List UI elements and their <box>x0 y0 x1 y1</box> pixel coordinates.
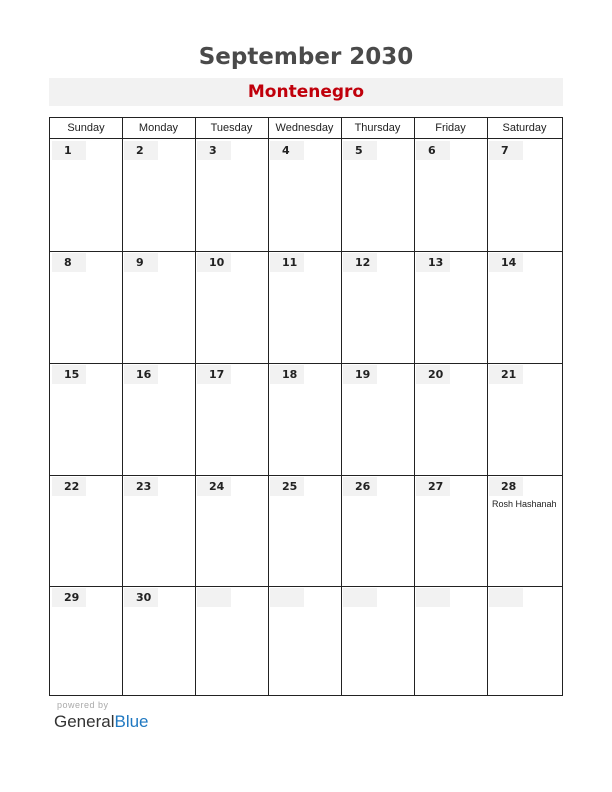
day-number: 13 <box>428 256 444 269</box>
day-number: 25 <box>282 480 298 493</box>
day-number: 10 <box>209 256 225 269</box>
powered-by-label: powered by <box>57 700 109 710</box>
day-number: 7 <box>501 144 509 157</box>
day-cell[interactable] <box>341 586 414 696</box>
day-number-box <box>489 477 523 496</box>
day-number-box <box>416 477 450 496</box>
day-cell[interactable] <box>122 139 195 251</box>
day-cell[interactable] <box>122 363 195 475</box>
day-number: 22 <box>64 480 80 493</box>
day-number-box <box>489 253 523 272</box>
weekday-saturday: Saturday <box>502 122 547 134</box>
day-number: 6 <box>428 144 436 157</box>
day-number: 1 <box>64 144 72 157</box>
day-cell[interactable] <box>268 363 341 475</box>
day-cell[interactable] <box>195 251 268 363</box>
day-number-box <box>124 588 158 607</box>
day-cell[interactable] <box>50 251 122 363</box>
day-number: 26 <box>355 480 371 493</box>
day-number-box <box>416 588 450 607</box>
calendar-grid <box>49 117 563 696</box>
day-cell[interactable] <box>195 586 268 696</box>
day-cell[interactable] <box>414 251 487 363</box>
day-number-box <box>343 365 377 384</box>
day-cell[interactable] <box>341 139 414 251</box>
weekday-monday: Monday <box>138 122 179 134</box>
day-number-box <box>270 141 304 160</box>
day-number-box <box>197 141 231 160</box>
weekday-header-row <box>50 118 562 139</box>
day-number-box <box>489 365 523 384</box>
day-cell[interactable] <box>195 475 268 586</box>
day-number: 27 <box>428 480 444 493</box>
day-cell[interactable] <box>414 475 487 586</box>
day-cell[interactable] <box>268 251 341 363</box>
day-cell[interactable] <box>195 363 268 475</box>
brand-blue: Blue <box>114 712 149 731</box>
day-number: 8 <box>64 256 72 269</box>
day-number-box <box>52 588 86 607</box>
day-cell[interactable] <box>122 251 195 363</box>
day-number: 3 <box>209 144 217 157</box>
day-number-box <box>124 141 158 160</box>
page-title: September 2030 <box>198 44 414 70</box>
day-cell[interactable] <box>487 251 562 363</box>
day-number-box <box>489 141 523 160</box>
day-number: 4 <box>282 144 290 157</box>
day-cell[interactable] <box>122 586 195 696</box>
day-number: 29 <box>64 591 80 604</box>
holiday-event: Rosh Hashanah <box>492 499 557 509</box>
day-number: 15 <box>64 368 80 381</box>
day-cell[interactable] <box>50 475 122 586</box>
weekday-tuesday: Tuesday <box>210 122 253 134</box>
day-number-box <box>197 477 231 496</box>
day-cell[interactable] <box>341 251 414 363</box>
day-number-box <box>489 588 523 607</box>
day-cell[interactable] <box>487 475 562 586</box>
day-number: 5 <box>355 144 363 157</box>
day-number-box <box>197 253 231 272</box>
day-cell[interactable] <box>341 475 414 586</box>
brand-general: General <box>54 712 115 731</box>
day-cell[interactable] <box>487 586 562 696</box>
day-number-box <box>124 253 158 272</box>
day-cell[interactable] <box>414 586 487 696</box>
weekday-friday: Friday <box>435 122 466 134</box>
day-number-box <box>343 477 377 496</box>
day-number-box <box>270 253 304 272</box>
day-cell[interactable] <box>50 363 122 475</box>
day-cell[interactable] <box>487 139 562 251</box>
weekday-wednesday: Wednesday <box>275 122 334 134</box>
day-number-box <box>270 588 304 607</box>
day-cell[interactable] <box>50 586 122 696</box>
day-number-box <box>52 253 86 272</box>
day-number-box <box>124 365 158 384</box>
day-number: 9 <box>136 256 144 269</box>
day-number: 19 <box>355 368 371 381</box>
day-number-box <box>343 141 377 160</box>
day-number: 11 <box>282 256 298 269</box>
day-number: 23 <box>136 480 152 493</box>
day-number: 14 <box>501 256 517 269</box>
brand-logo[interactable] <box>54 712 149 732</box>
day-number: 21 <box>501 368 517 381</box>
day-number-box <box>270 477 304 496</box>
weekday-sunday: Sunday <box>67 122 105 134</box>
country-name: Montenegro <box>247 82 365 102</box>
day-number-box <box>52 141 86 160</box>
weekday-thursday: Thursday <box>354 122 401 134</box>
day-number-box <box>416 141 450 160</box>
day-number-box <box>124 477 158 496</box>
day-number-box <box>52 477 86 496</box>
day-number-box <box>343 253 377 272</box>
day-number: 2 <box>136 144 144 157</box>
day-number: 24 <box>209 480 225 493</box>
day-cell[interactable] <box>122 475 195 586</box>
day-number: 30 <box>136 591 152 604</box>
country-banner <box>49 78 563 106</box>
day-number-box <box>52 365 86 384</box>
day-number: 16 <box>136 368 152 381</box>
day-cell[interactable] <box>268 586 341 696</box>
day-number-box <box>343 588 377 607</box>
day-number-box <box>197 365 231 384</box>
day-number: 20 <box>428 368 444 381</box>
day-cell[interactable] <box>487 363 562 475</box>
day-number-box <box>197 588 231 607</box>
day-cell[interactable] <box>414 139 487 251</box>
day-number: 18 <box>282 368 298 381</box>
day-cell[interactable] <box>268 139 341 251</box>
day-cell[interactable] <box>195 139 268 251</box>
day-number-box <box>416 365 450 384</box>
day-number: 12 <box>355 256 371 269</box>
day-number: 17 <box>209 368 225 381</box>
day-cell[interactable] <box>50 139 122 251</box>
day-cell[interactable] <box>268 475 341 586</box>
day-number-box <box>416 253 450 272</box>
day-number-box <box>270 365 304 384</box>
day-number: 28 <box>501 480 517 493</box>
day-cell[interactable] <box>414 363 487 475</box>
day-cell[interactable] <box>341 363 414 475</box>
